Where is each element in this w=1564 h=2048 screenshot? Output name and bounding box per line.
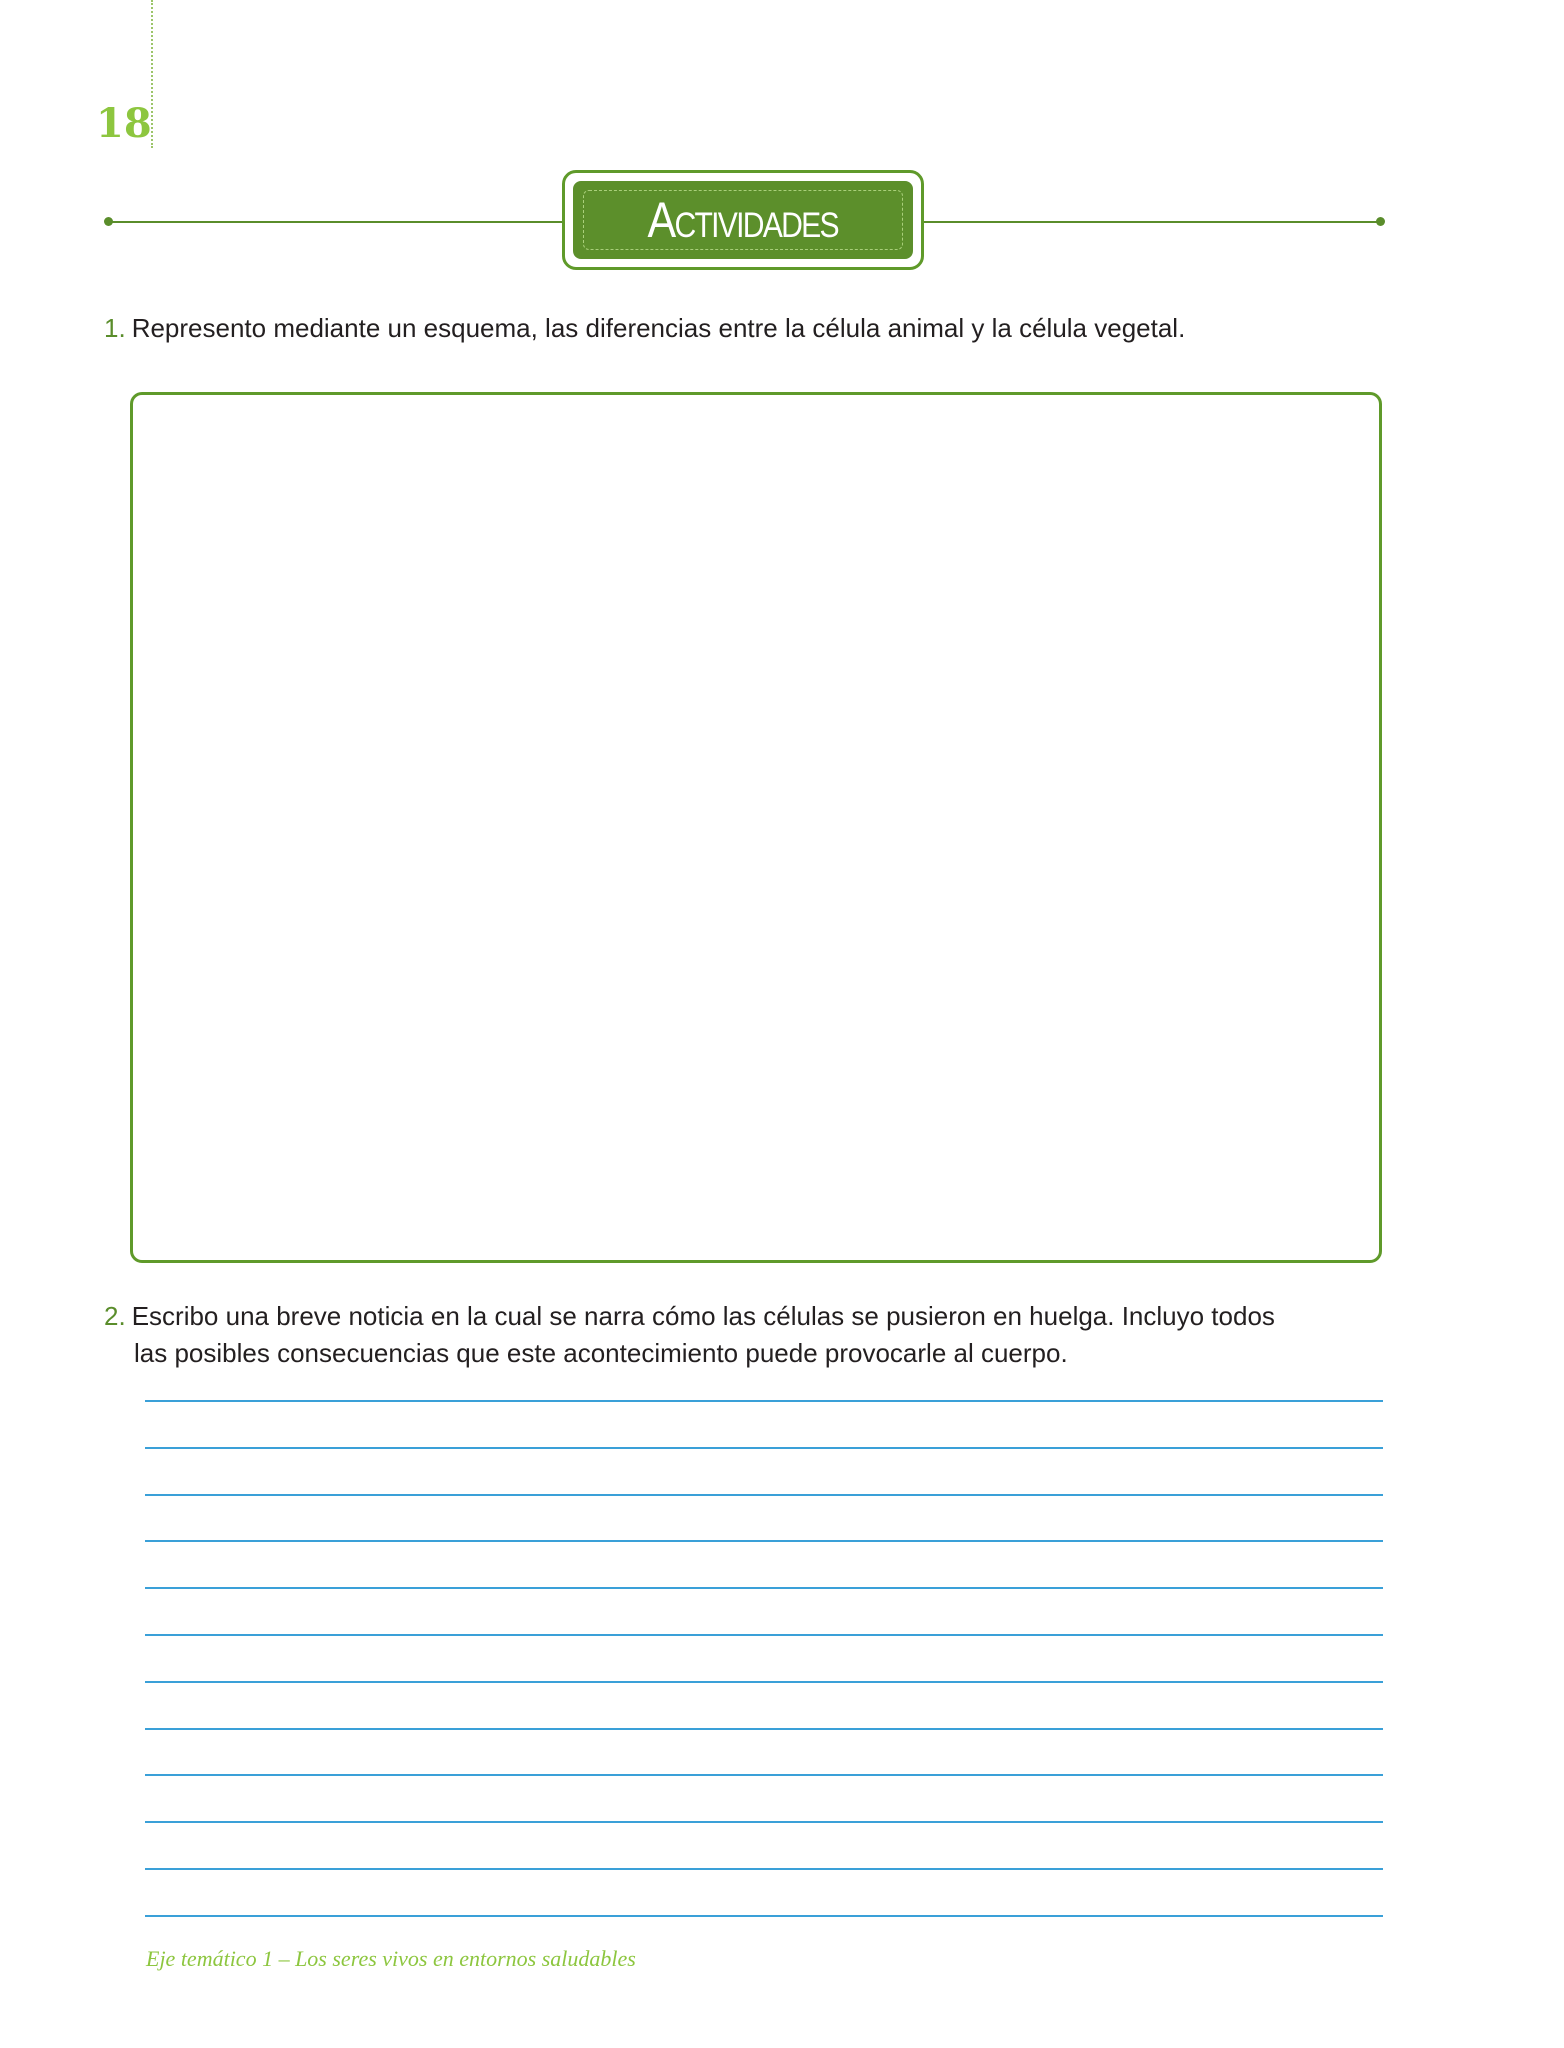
writing-line[interactable]	[145, 1681, 1383, 1683]
page-number: 18	[96, 100, 152, 147]
section-title-panel	[573, 181, 913, 259]
writing-line[interactable]	[145, 1634, 1383, 1636]
writing-line[interactable]	[145, 1494, 1383, 1496]
writing-line[interactable]	[145, 1447, 1383, 1449]
question-1-text: Represento mediante un esquema, las diferencias entre la célula animal y la célula vegetal.	[131, 313, 1186, 343]
section-title-badge	[562, 170, 924, 270]
writing-line[interactable]	[145, 1915, 1383, 1917]
header-line-right-dot	[1376, 217, 1385, 226]
question-1-number: 1.	[104, 313, 126, 343]
question-2-text-line2: las posibles consecuencias que este acontecimiento puede provocarle al cuerpo.	[134, 1338, 1068, 1368]
writing-line[interactable]	[145, 1400, 1383, 1402]
question-2-number: 2.	[104, 1301, 126, 1331]
section-title: Actividades	[647, 192, 839, 248]
question-1	[104, 310, 1404, 347]
question-2	[104, 1298, 1404, 1372]
footer-text: Eje temático 1 – Los seres vivos en entornos saludables	[146, 1946, 636, 1971]
writing-line[interactable]	[145, 1774, 1383, 1776]
writing-line[interactable]	[145, 1540, 1383, 1542]
writing-line[interactable]	[145, 1587, 1383, 1589]
drawing-area[interactable]	[130, 392, 1382, 1263]
writing-line[interactable]	[145, 1728, 1383, 1730]
header-line-left	[107, 221, 567, 223]
question-2-text-line1: Escribo una breve noticia en la cual se narra cómo las células se pusieron en huelga. Incluyo todos	[131, 1301, 1275, 1331]
writing-line[interactable]	[145, 1821, 1383, 1823]
header-line-right	[922, 221, 1382, 223]
writing-line[interactable]	[145, 1868, 1383, 1870]
